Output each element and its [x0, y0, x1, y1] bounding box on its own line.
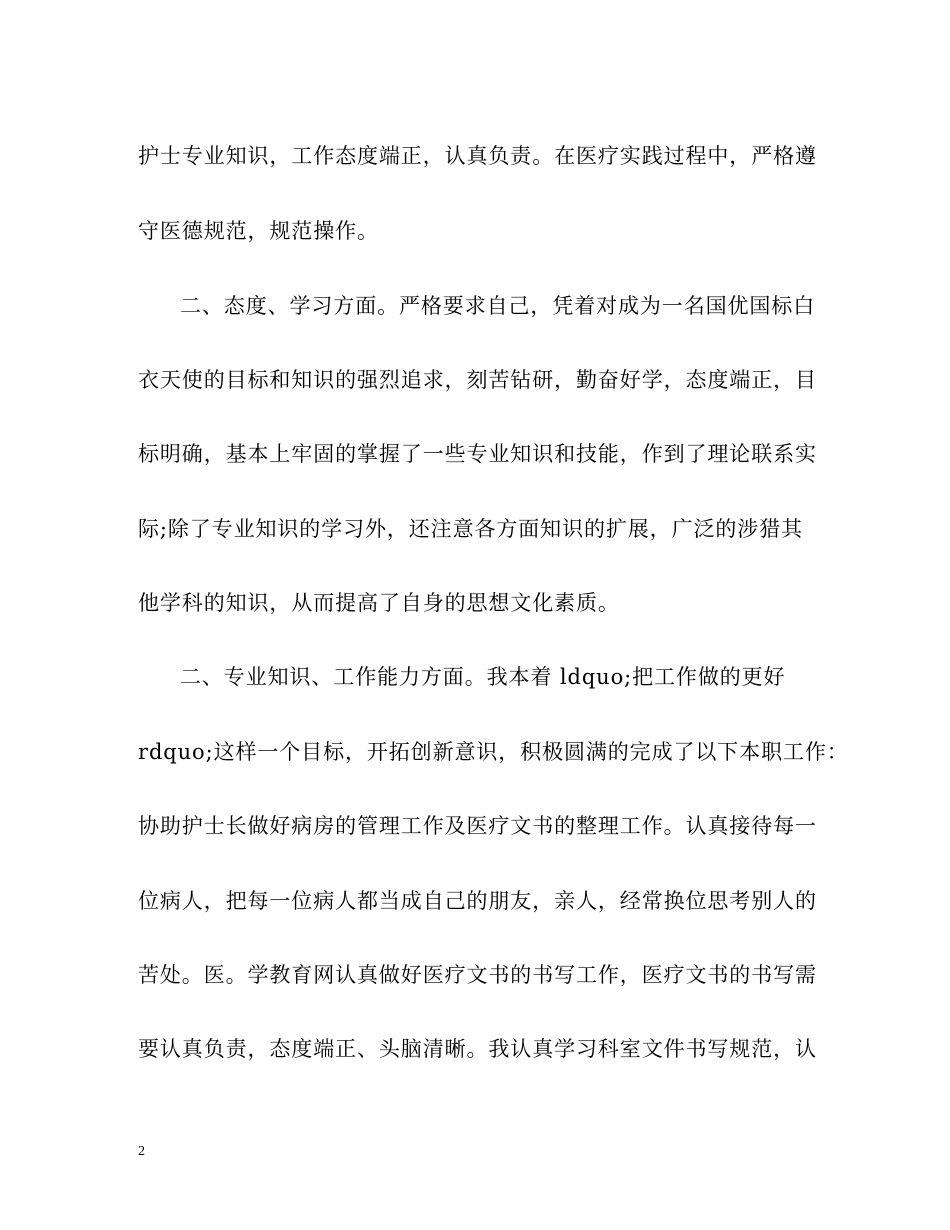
text-line: 要认真负责，态度端正、头脑清晰。我认真学习科室文件书写规范，认 — [138, 1037, 817, 1061]
text-line: 际;除了专业知识的学习外，还注意各方面知识的扩展，广泛的涉猎其 — [138, 517, 803, 541]
text-line: 苦处。医。学教育网认真做好医疗文书的书写工作，医疗文书的书写需 — [138, 963, 817, 987]
text-line: 衣天使的目标和知识的强烈追求，刻苦钻研，勤奋好学，态度端正，目 — [138, 368, 817, 392]
paragraph-start-line: 二、态度、学习方面。严格要求自己，凭着对成为一名国优国标白 — [180, 294, 816, 318]
text-line: 他学科的知识，从而提高了自身的思想文化素质。 — [138, 591, 620, 615]
text-line: 位病人，把每一位病人都当成自己的朋友，亲人，经常换位思考别人的 — [138, 889, 817, 913]
text-line: 标明确，基本上牢固的掌握了一些专业知识和技能，作到了理论联系实 — [138, 442, 817, 466]
paragraph-start-line: 二、专业知识、工作能力方面。我本着 ldquo;把工作做的更好 — [180, 665, 786, 689]
text-line: rdquo;这样一个目标，开拓创新意识，积极圆满的完成了以下本职工作： — [138, 740, 849, 764]
text-line: 协助护士长做好病房的管理工作及医疗文书的整理工作。认真接待每一 — [138, 814, 817, 838]
page-number: 2 — [138, 1144, 145, 1159]
text-line: 护士专业知识，工作态度端正，认真负责。在医疗实践过程中，严格遵 — [138, 144, 817, 168]
text-line: 守医德规范，规范操作。 — [138, 219, 379, 243]
